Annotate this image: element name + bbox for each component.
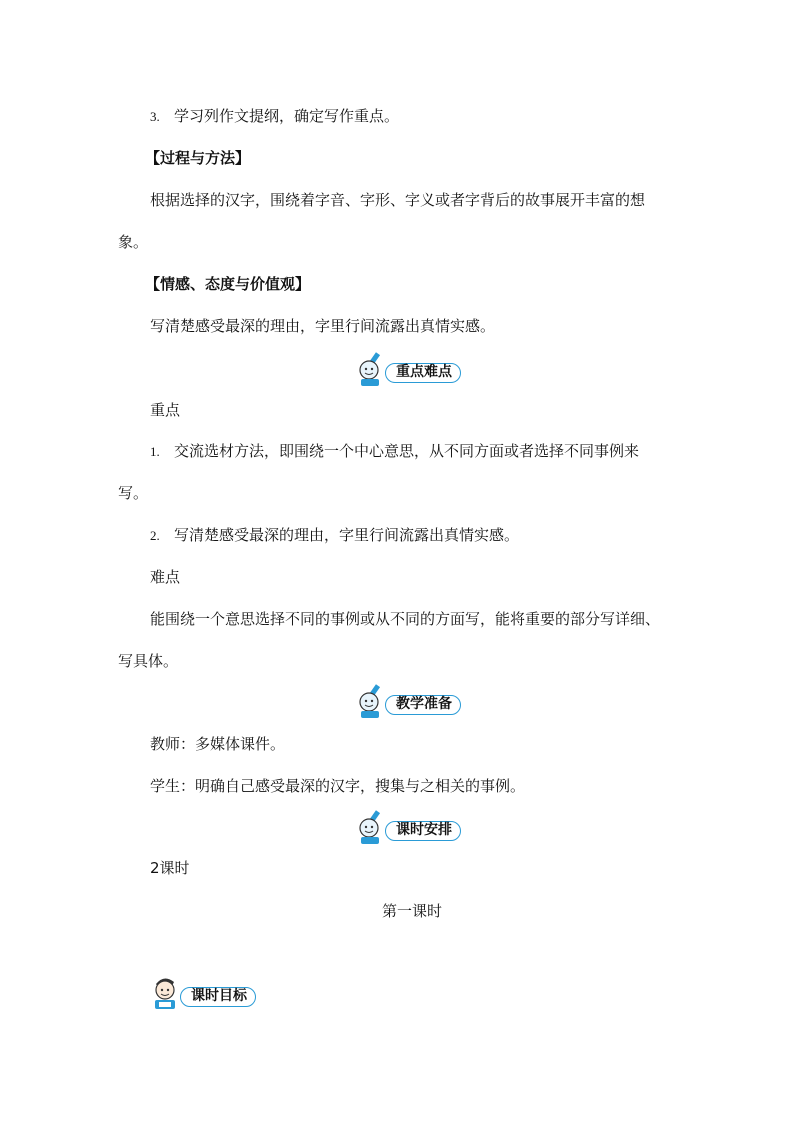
goal-item-3-number: 3. bbox=[150, 109, 160, 124]
focus-item-2-text: 写清楚感受最深的理由，字里行间流露出真情实感。 bbox=[174, 526, 520, 544]
emotion-attitude-text: 写清楚感受最深的理由，字里行间流露出真情实感。 bbox=[150, 317, 496, 335]
schedule-badge bbox=[355, 816, 470, 844]
goal-item-3 bbox=[150, 106, 399, 127]
process-method-text-line-1: 根据选择的汉字，围绕着字音、字形、字义或者字背后的故事展开丰富的想 bbox=[150, 191, 646, 209]
focus-item-1-text: 交流选材方法，即围绕一个中心意思，从不同方面或者选择不同事例来 bbox=[174, 442, 640, 460]
difficulty-text-line-2: 写具体。 bbox=[118, 652, 179, 670]
goal-item-3-text: 学习列作文提纲，确定写作重点。 bbox=[174, 107, 400, 125]
emotion-attitude-heading: 【情感、态度与价值观】 bbox=[145, 275, 311, 293]
teacher-prep-text: 教师：多媒体课件。 bbox=[150, 735, 286, 753]
lesson-goals-badge-label: 课时目标 bbox=[180, 987, 256, 1007]
focus-item-1-number: 1. bbox=[150, 444, 160, 459]
focus-item-1 bbox=[150, 441, 639, 462]
schedule-badge-label: 课时安排 bbox=[385, 821, 461, 841]
difficulty-text-line-1: 能围绕一个意思选择不同的事例或从不同的方面写，能将重要的部分写详细、 bbox=[150, 610, 661, 628]
class-periods-text: 2课时 bbox=[150, 859, 190, 877]
key-points-badge bbox=[355, 358, 470, 386]
process-method-text-line-2: 象。 bbox=[118, 233, 149, 251]
focus-item-1-continuation: 写。 bbox=[118, 484, 149, 502]
focus-item-2-number: 2. bbox=[150, 528, 160, 543]
focus-heading: 重点 bbox=[150, 401, 181, 419]
teaching-prep-badge-label: 教学准备 bbox=[385, 695, 461, 715]
key-points-badge-label: 重点难点 bbox=[385, 363, 461, 383]
student-prep-text: 学生：明确自己感受最深的汉字，搜集与之相关的事例。 bbox=[150, 777, 526, 795]
teaching-prep-badge bbox=[355, 690, 470, 718]
difficulty-heading: 难点 bbox=[150, 568, 181, 586]
focus-item-2 bbox=[150, 525, 519, 546]
lesson-title: 第一课时 bbox=[382, 902, 443, 920]
process-method-heading: 【过程与方法】 bbox=[145, 149, 251, 167]
lesson-goals-badge bbox=[150, 982, 265, 1010]
